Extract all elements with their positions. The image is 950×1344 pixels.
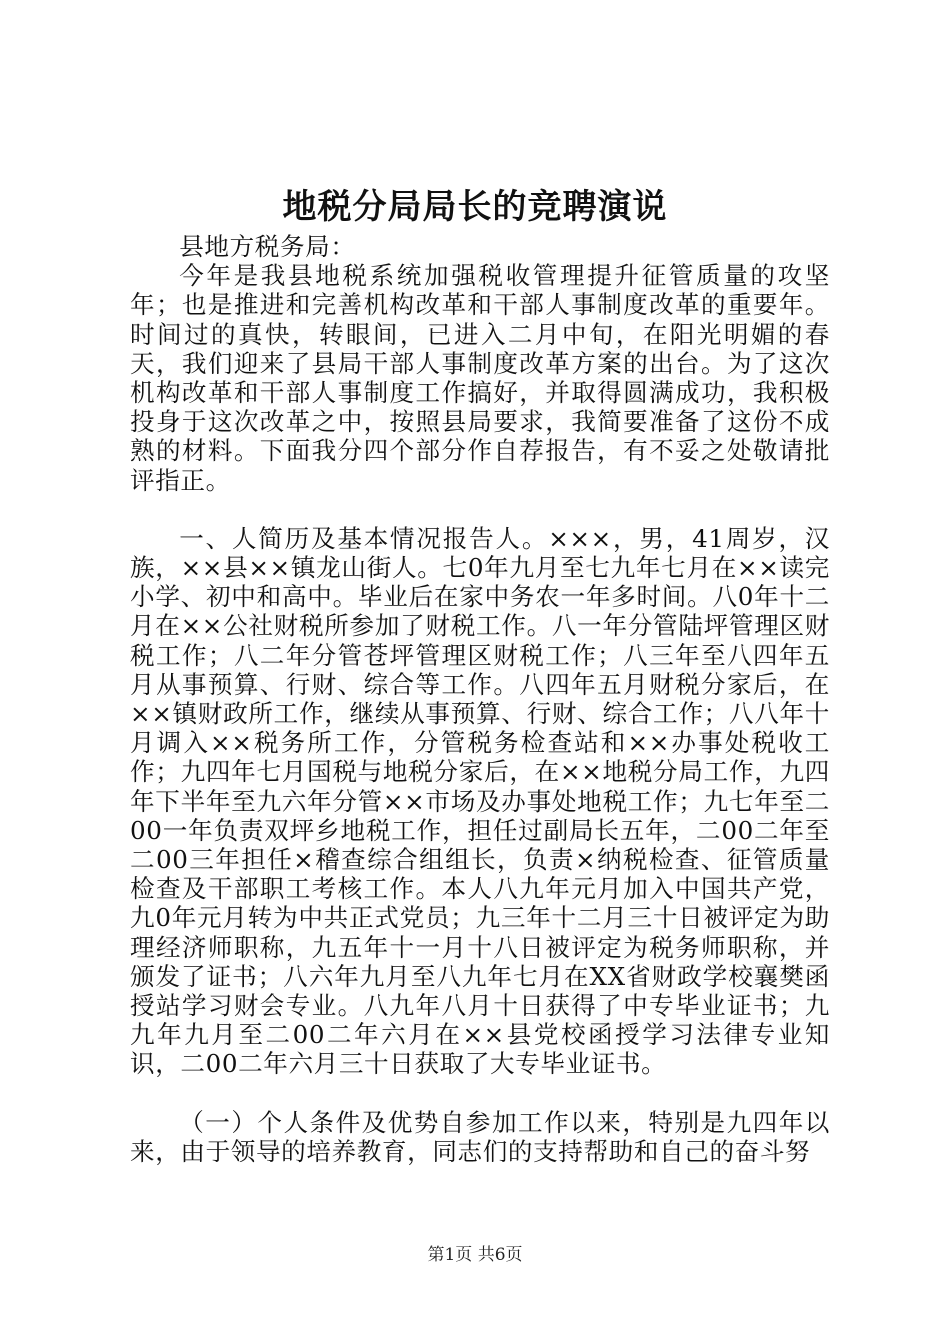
document-title: 地税分局局长的竞聘演说 [282,187,668,227]
document-body [130,232,830,1166]
salutation: 县地方税务局： [179,232,356,261]
paragraph-resume: 一、人简历及基本情况报告人。×××，男，41周岁，汉族，××县××镇龙山街人。七0年九月至七九年七月在××读完小学、初中和高中。毕业后在家中务农一年多时间。八0年十二月在××公社财税所参加了财税工作。八一年分管陆坪管理区财税工作；八二年分管苍坪管理区财税工作；八三年至八四年五月从事预算、行财、综合等工作。八四年五月财税分家后，在××镇财政所工作，继续从事预算、行财、综合工作；八八年十月调入××税务所工作，分管税务检查站和××办事处税收工作；九四年七月国税与地税分家后，在××地税分局工作，九四年下半年至九六年分管××市场及办事处地税工作；九七年至二00一年负责双坪乡地税工作，担任过副局长五年，二00二年至二00三年担任×稽查综合组组长，负责×纳税检查、征管质量检查及干部职工考核工作。本人八九年元月加入中国共产党，九0年元月转为中共正式党员；九三年十二月三十日被评定为助理经济师职称，九五年十一月十八日被评定为税务师职称，并颁发了证书；八六年九月至八九年七月在XX省财政学校襄樊函授站学习财会专业。八九年八月十日获得了中专毕业证书；九九年九月至二00二年六月在××县党校函授学习法律专业知识，二00二年六月三十日获取了大专毕业证书。 [130,523,830,1079]
paragraph-conditions: （一）个人条件及优势自参加工作以来，特别是九四年以来，由于领导的培养教育，同志们的支持帮助和自己的奋斗努 [130,1107,830,1166]
paragraph-gap [130,495,830,524]
page-number-footer: 第1页 共6页 [427,1245,523,1265]
paragraph-intro: 今年是我县地税系统加强税收管理提升征管质量的攻坚年；也是推进和完善机构改革和干部人事制度改革的重要年。时间过的真快，转眼间，已进入二月中旬，在阳光明媚的春天，我们迎来了县局干部人事制度改革方案的出台。为了这次机构改革和干部人事制度工作搞好，并取得圆满成功，我积极投身于这次改革之中，按照县局要求，我简要准备了这份不成熟的材料。下面我分四个部分作自荐报告，有不妥之处敬请批评指正。 [130,261,830,495]
paragraph-gap [130,1079,830,1108]
